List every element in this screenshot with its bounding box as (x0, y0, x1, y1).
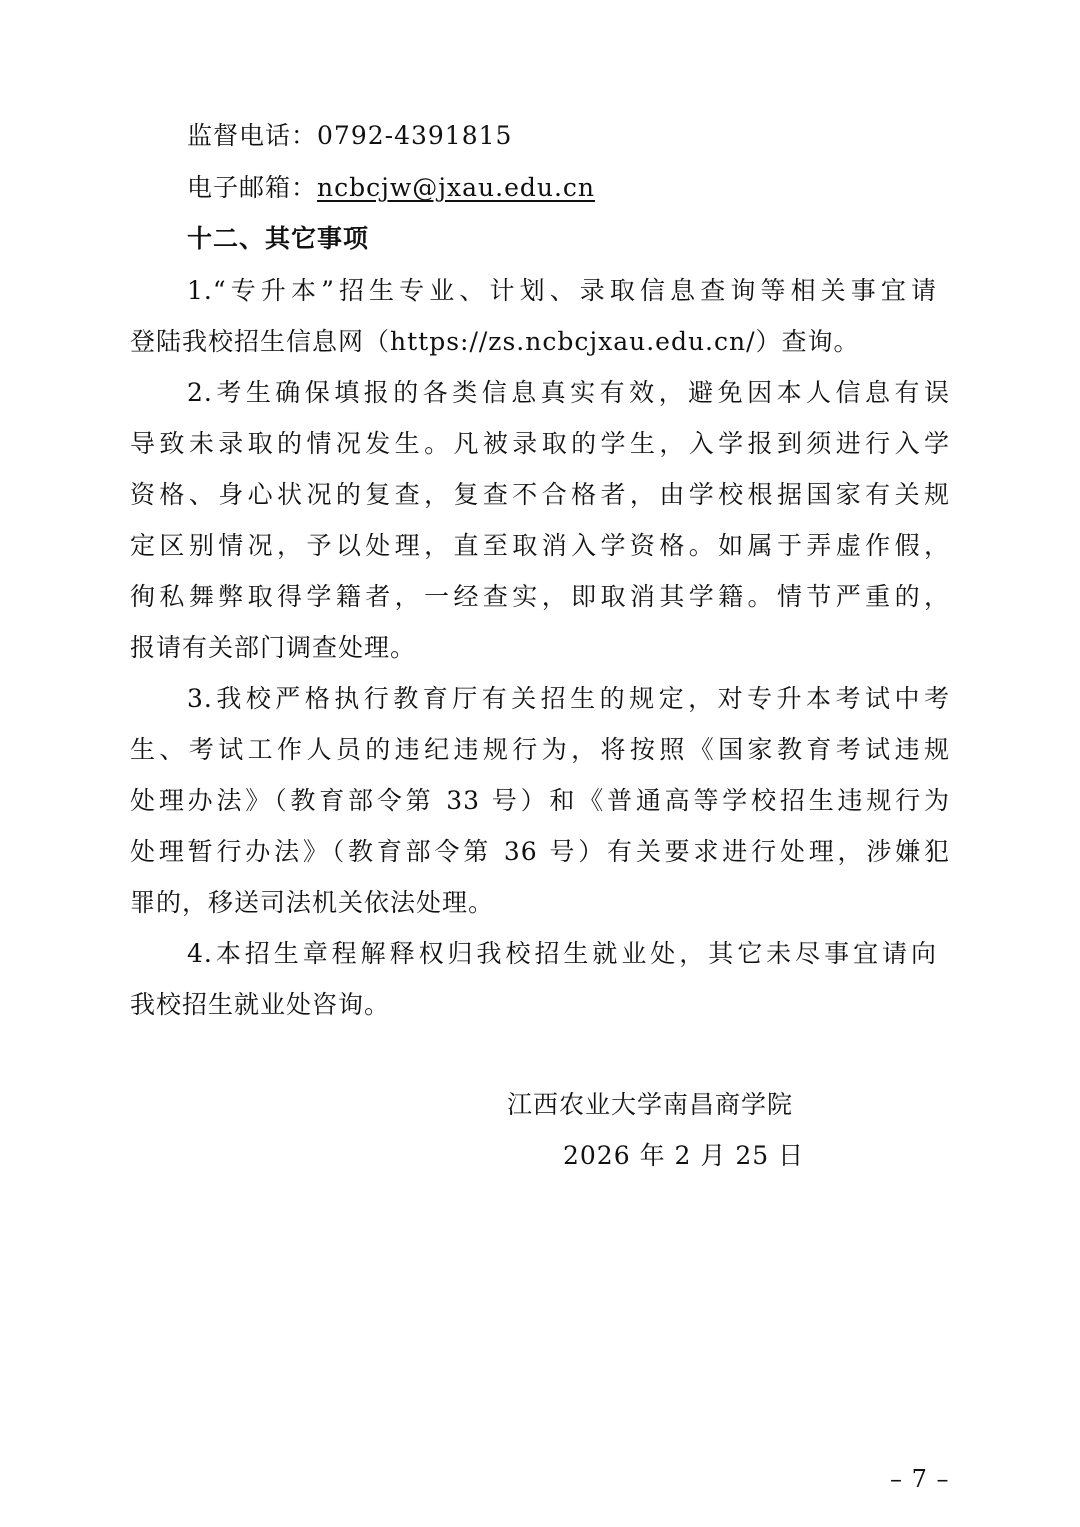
signature-organization: 江西农业大学南昌商学院 (507, 1090, 794, 1119)
paragraph-2-line-2: 导致未录取的情况发生。凡被录取的学生，入学报到须进行入学 (130, 429, 950, 458)
paragraph-3-line-4: 处理暂行办法》（教育部令第 36 号）有关要求进行处理，涉嫌犯 (130, 837, 950, 866)
paragraph-2-line-1: 2.考生确保填报的各类信息真实有效，避免因本人信息有误 (187, 378, 950, 407)
paragraph-2-line-4: 定区别情况，予以处理，直至取消入学资格。如属于弄虚作假， (130, 531, 950, 560)
paragraph-2-line-3: 资格、身心状况的复查，复查不合格者，由学校根据国家有关规 (130, 480, 950, 509)
phone-line (187, 110, 512, 162)
paragraph-1-line-2: 登陆我校招生信息网（https://zs.ncbcjxau.edu.cn/）查询。 (130, 327, 860, 356)
paragraph-3-line-3: 处理办法》（教育部令第 33 号）和《普通高等学校招生违规行为 (130, 786, 950, 815)
paragraph-2-line-6: 报请有关部门调查处理。 (130, 633, 417, 662)
phone-label: 监督电话： (187, 121, 318, 150)
signature-date: 2026 年 2 月 25 日 (563, 1141, 805, 1170)
phone-value: 0792-4391815 (317, 121, 513, 150)
section-heading: 十二、其它事项 (187, 224, 370, 253)
paragraph-2-line-5: 徇私舞弊取得学籍者，一经查实，即取消其学籍。情节严重的， (130, 582, 950, 611)
email-link[interactable]: ncbcjw@jxau.edu.cn (317, 173, 596, 202)
paragraph-4-line-2: 我校招生就业处咨询。 (130, 990, 391, 1019)
paragraph-3-line-1: 3.我校严格执行教育厅有关招生的规定，对专升本考试中考 (187, 684, 950, 713)
email-line (187, 162, 595, 214)
page-number: – 7 – (890, 1465, 950, 1493)
email-label: 电子邮箱： (187, 173, 318, 202)
paragraph-4-line-1: 4.本招生章程解释权归我校招生就业处，其它未尽事宜请向 (187, 939, 937, 968)
paragraph-3-line-2: 生、考试工作人员的违纪违规行为，将按照《国家教育考试违规 (130, 735, 950, 764)
paragraph-1-line-1: 1.“专升本”招生专业、计划、录取信息查询等相关事宜请 (187, 276, 937, 305)
paragraph-3-line-5: 罪的，移送司法机关依法处理。 (130, 888, 495, 917)
